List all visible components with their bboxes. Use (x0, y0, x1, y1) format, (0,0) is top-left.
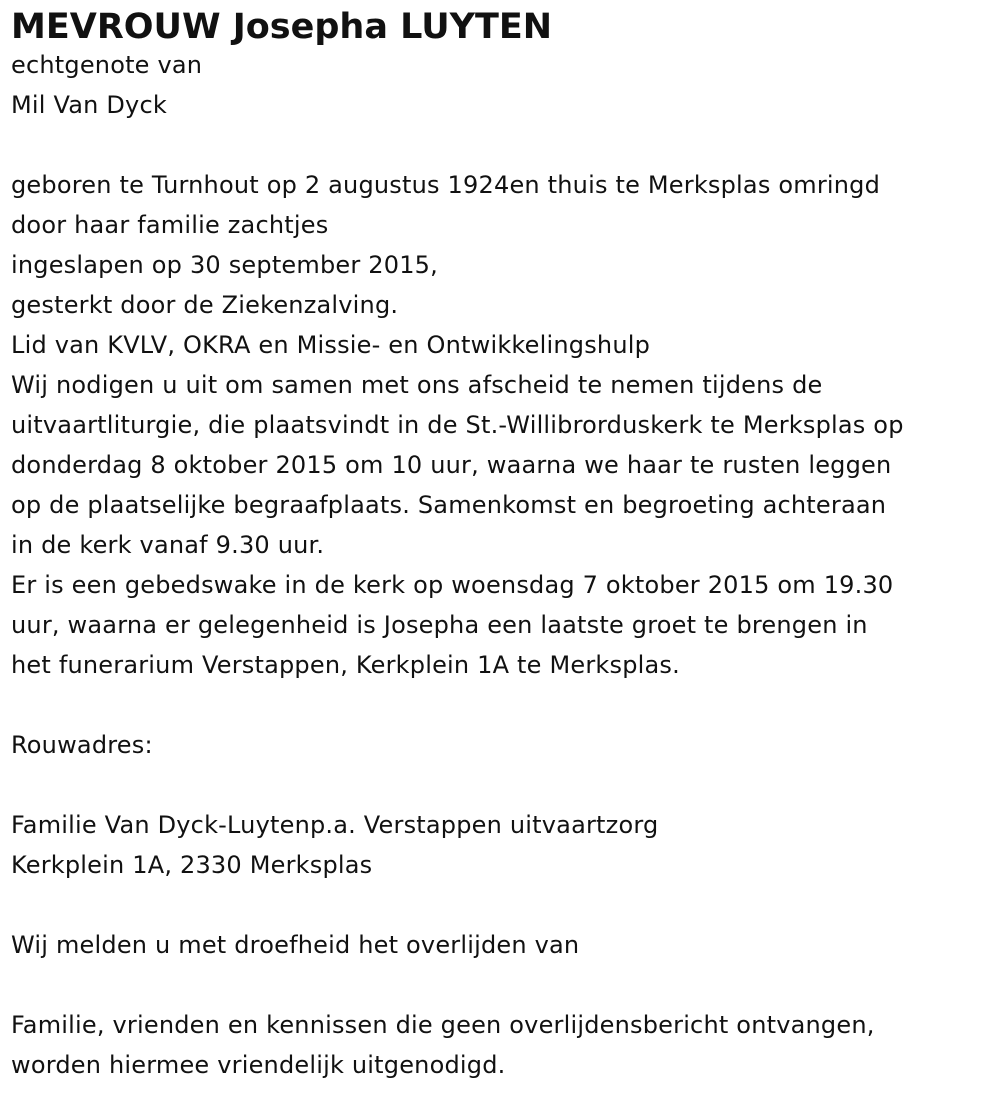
closing-line-1: Familie, vrienden en kennissen die geen overlijdensbericht ontvangen, (11, 1011, 875, 1039)
announcement-line: uitvaartliturgie, die plaatsvindt in de St.-Willibrorduskerk te Merksplas op (11, 411, 904, 439)
announcement-line: Lid van KVLV, OKRA en Missie- en Ontwikkelingshulp (11, 331, 651, 359)
closing-line-2: worden hiermee vriendelijk uitgenodigd. (11, 1051, 506, 1079)
announcement-line: geboren te Turnhout op 2 augustus 1924en thuis te Merksplas omringd (11, 171, 881, 199)
deceased-name-heading: MEVROUW Josepha LUYTEN (11, 7, 553, 47)
mourning-address-line-1: Familie Van Dyck-Luytenp.a. Verstappen uitvaartzorg (11, 811, 659, 839)
blank-line (11, 765, 996, 805)
announcement-line: het funerarium Verstappen, Kerkplein 1A te Merksplas. (11, 651, 680, 679)
blank-line (11, 125, 996, 165)
blank-line (11, 965, 996, 1005)
announcement-line: Er is een gebedswake in de kerk op woensdag 7 oktober 2015 om 19.30 (11, 571, 894, 599)
mourning-address-line-2: Kerkplein 1A, 2330 Merksplas (11, 851, 373, 879)
announcement-line: door haar familie zachtjes (11, 211, 329, 239)
obituary-document (11, 0, 996, 1085)
announcement-line: in de kerk vanaf 9.30 uur. (11, 531, 325, 559)
blank-line (11, 885, 996, 925)
announcement-line: Wij nodigen u uit om samen met ons afscheid te nemen tijdens de (11, 371, 823, 399)
announcement-line: donderdag 8 oktober 2015 om 10 uur, waarna we haar te rusten leggen (11, 451, 892, 479)
spouse-name: Mil Van Dyck (11, 91, 167, 119)
blank-line (11, 685, 996, 725)
announcement-line: ingeslapen op 30 september 2015, (11, 251, 438, 279)
death-notice-line: Wij melden u met droefheid het overlijden van (11, 931, 580, 959)
spouse-label: echtgenote van (11, 51, 203, 79)
announcement-block (11, 165, 996, 685)
announcement-line: gesterkt door de Ziekenzalving. (11, 291, 399, 319)
mourning-address-label: Rouwadres: (11, 731, 153, 759)
announcement-line: op de plaatselijke begraafplaats. Samenkomst en begroeting achteraan (11, 491, 887, 519)
announcement-line: uur, waarna er gelegenheid is Josepha een laatste groet te brengen in (11, 611, 868, 639)
